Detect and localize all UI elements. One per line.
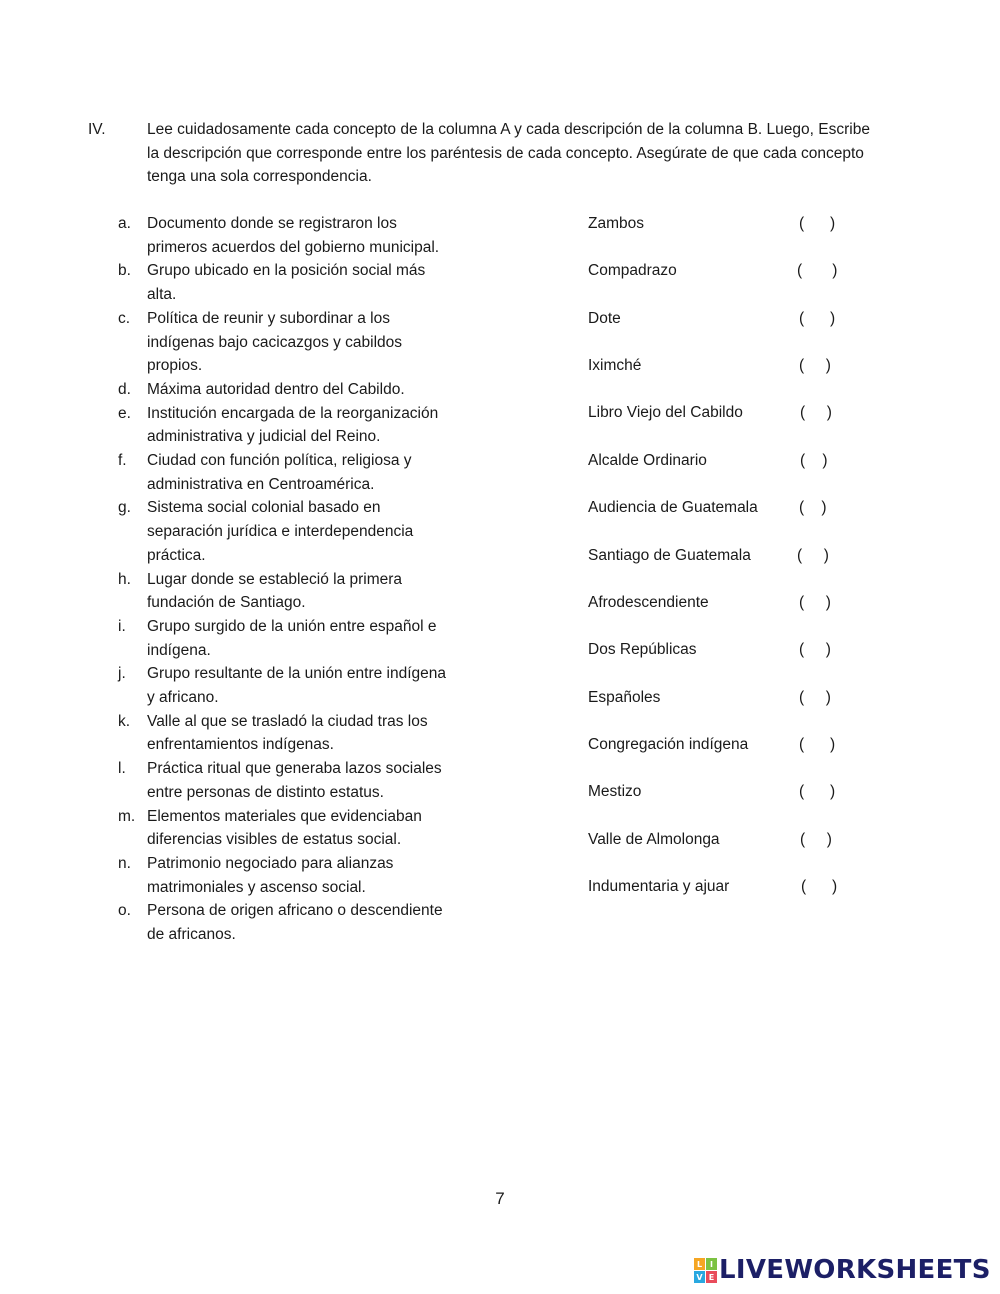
answer-blank[interactable]: ( ) <box>799 499 827 516</box>
instruction-line: la descripción que corresponde entre los paréntesis de cada concepto. Asegúrate de que cada concepto <box>147 144 864 162</box>
answer-blank[interactable]: ( ) <box>800 404 832 421</box>
item-letter: f. <box>118 452 127 470</box>
column-b-term: Audiencia de Guatemala <box>588 499 758 516</box>
answer-blank[interactable]: ( ) <box>799 215 836 232</box>
column-b-term: Alcalde Ordinario <box>588 452 707 469</box>
answer-blank[interactable]: ( ) <box>801 878 838 895</box>
item-text-line: Grupo resultante de la unión entre indígena <box>147 665 447 683</box>
item-text-line: Grupo ubicado en la posición social más <box>147 262 426 280</box>
answer-blank[interactable]: ( ) <box>799 783 836 800</box>
item-text-line: indígenas bajo cacicazgos y cabildos <box>147 333 403 351</box>
column-b-term: Mestizo <box>588 783 642 800</box>
column-b-term: Valle de Almolonga <box>588 831 720 848</box>
item-text-line: diferencias visibles de estatus social. <box>147 831 402 849</box>
answer-blank[interactable]: ( ) <box>800 831 832 848</box>
logo-mark-cell: I <box>706 1258 717 1270</box>
item-text-line: separación jurídica e interdependencia <box>147 523 414 541</box>
item-text-line: alta. <box>147 286 177 304</box>
column-a-item <box>0 259 560 306</box>
item-letter: c. <box>118 309 131 327</box>
instruction-line: Lee cuidadosamente cada concepto de la columna A y cada descripción de la columna B. Luego, Escribe <box>147 121 870 138</box>
column-a-item <box>0 402 560 449</box>
item-text-line: Práctica ritual que generaba lazos sociales <box>147 760 442 778</box>
item-text-line: práctica. <box>147 546 206 564</box>
item-text-line: entre personas de distinto estatus. <box>147 783 384 801</box>
item-letter: i. <box>118 617 126 635</box>
column-a-item <box>0 568 560 615</box>
column-a-item <box>0 212 560 259</box>
answer-blank[interactable]: ( ) <box>799 594 831 611</box>
answer-blank[interactable]: ( ) <box>797 262 838 279</box>
item-text-line: Grupo surgido de la unión entre español e <box>147 617 437 635</box>
answer-blank[interactable]: ( ) <box>799 689 831 706</box>
answer-blank[interactable]: ( ) <box>799 357 831 374</box>
item-text-line: de africanos. <box>147 926 236 944</box>
logo-text: LIVEWORKSHEETS <box>719 1255 991 1285</box>
item-letter: o. <box>118 902 131 920</box>
column-b-term: Congregación indígena <box>588 736 749 753</box>
item-letter: m. <box>118 807 136 825</box>
column-a-item <box>0 805 560 852</box>
column-a-item <box>0 378 560 402</box>
item-text-line: Valle al que se trasladó la ciudad tras los <box>147 712 428 730</box>
item-letter: j. <box>118 665 126 683</box>
column-a-item <box>0 710 560 757</box>
item-letter: l. <box>118 760 126 778</box>
item-text-line: Política de reunir y subordinar a los <box>147 309 390 327</box>
item-letter: h. <box>118 570 131 588</box>
column-b-term: Libro Viejo del Cabildo <box>588 404 743 421</box>
item-text-line: Lugar donde se estableció la primera <box>147 570 403 588</box>
column-b-term: Compadrazo <box>588 262 677 279</box>
instruction-line: tenga una sola correspondencia. <box>147 168 372 186</box>
answer-blank[interactable]: ( ) <box>799 310 836 327</box>
item-text-line: administrativa y judicial del Reino. <box>147 428 381 446</box>
item-text-line: Máxima autoridad dentro del Cabildo. <box>147 380 405 398</box>
answer-blank[interactable]: ( ) <box>799 641 831 658</box>
item-letter: b. <box>118 262 131 280</box>
item-letter: e. <box>118 404 131 422</box>
item-text-line: matrimoniales y ascenso social. <box>147 878 366 896</box>
item-text-line: fundación de Santiago. <box>147 594 306 612</box>
column-b-term: Indumentaria y ajuar <box>588 878 730 895</box>
item-text-line: propios. <box>147 357 203 375</box>
column-a-item <box>0 496 560 567</box>
column-b-term: Zambos <box>588 215 644 232</box>
item-text-line: Sistema social colonial basado en <box>147 499 381 517</box>
logo-mark-cell: E <box>706 1271 717 1283</box>
column-b-term: Españoles <box>588 689 661 706</box>
item-letter: g. <box>118 499 131 517</box>
item-text-line: y africano. <box>147 689 219 707</box>
column-b-term: Santiago de Guatemala <box>588 547 751 564</box>
item-text-line: Institución encargada de la reorganización <box>147 404 439 422</box>
page-number: 7 <box>495 1189 505 1208</box>
item-letter: n. <box>118 854 131 872</box>
item-text-line: indígena. <box>147 641 211 659</box>
item-text-line: administrativa en Centroamérica. <box>147 475 375 493</box>
item-text-line: Persona de origen africano o descendiente <box>147 902 443 920</box>
logo-mark-cell: L <box>694 1258 705 1270</box>
column-a-item <box>0 757 560 804</box>
logo-mark-icon <box>694 1258 716 1282</box>
column-a-item <box>0 852 560 899</box>
column-b-term: Dos Repúblicas <box>588 641 697 658</box>
instructions <box>147 118 912 189</box>
column-a-item <box>0 307 560 378</box>
column-a-item <box>0 662 560 709</box>
column-a-item <box>0 615 560 662</box>
item-text-line: enfrentamientos indígenas. <box>147 736 334 754</box>
column-a-item <box>0 899 560 946</box>
column-b-term: Dote <box>588 310 621 327</box>
item-text-line: Documento donde se registraron los <box>147 215 397 232</box>
item-letter: a. <box>118 215 131 232</box>
liveworksheets-logo <box>694 1255 991 1285</box>
item-letter: k. <box>118 712 131 730</box>
column-b-term: Iximché <box>588 357 642 374</box>
column-b-term: Afrodescendiente <box>588 594 709 611</box>
item-letter: d. <box>118 380 131 398</box>
item-text-line: primeros acuerdos del gobierno municipal. <box>147 238 440 256</box>
section-numeral: IV. <box>88 121 106 138</box>
column-a-list <box>0 212 560 947</box>
answer-blank[interactable]: ( ) <box>800 452 828 469</box>
item-text-line: Patrimonio negociado para alianzas <box>147 854 394 872</box>
logo-mark-cell: V <box>694 1271 705 1283</box>
item-text-line: Ciudad con función política, religiosa y <box>147 452 412 470</box>
answer-blank[interactable]: ( ) <box>799 736 836 753</box>
answer-blank[interactable]: ( ) <box>797 547 829 564</box>
item-text-line: Elementos materiales que evidenciaban <box>147 807 422 825</box>
column-a-item <box>0 449 560 496</box>
